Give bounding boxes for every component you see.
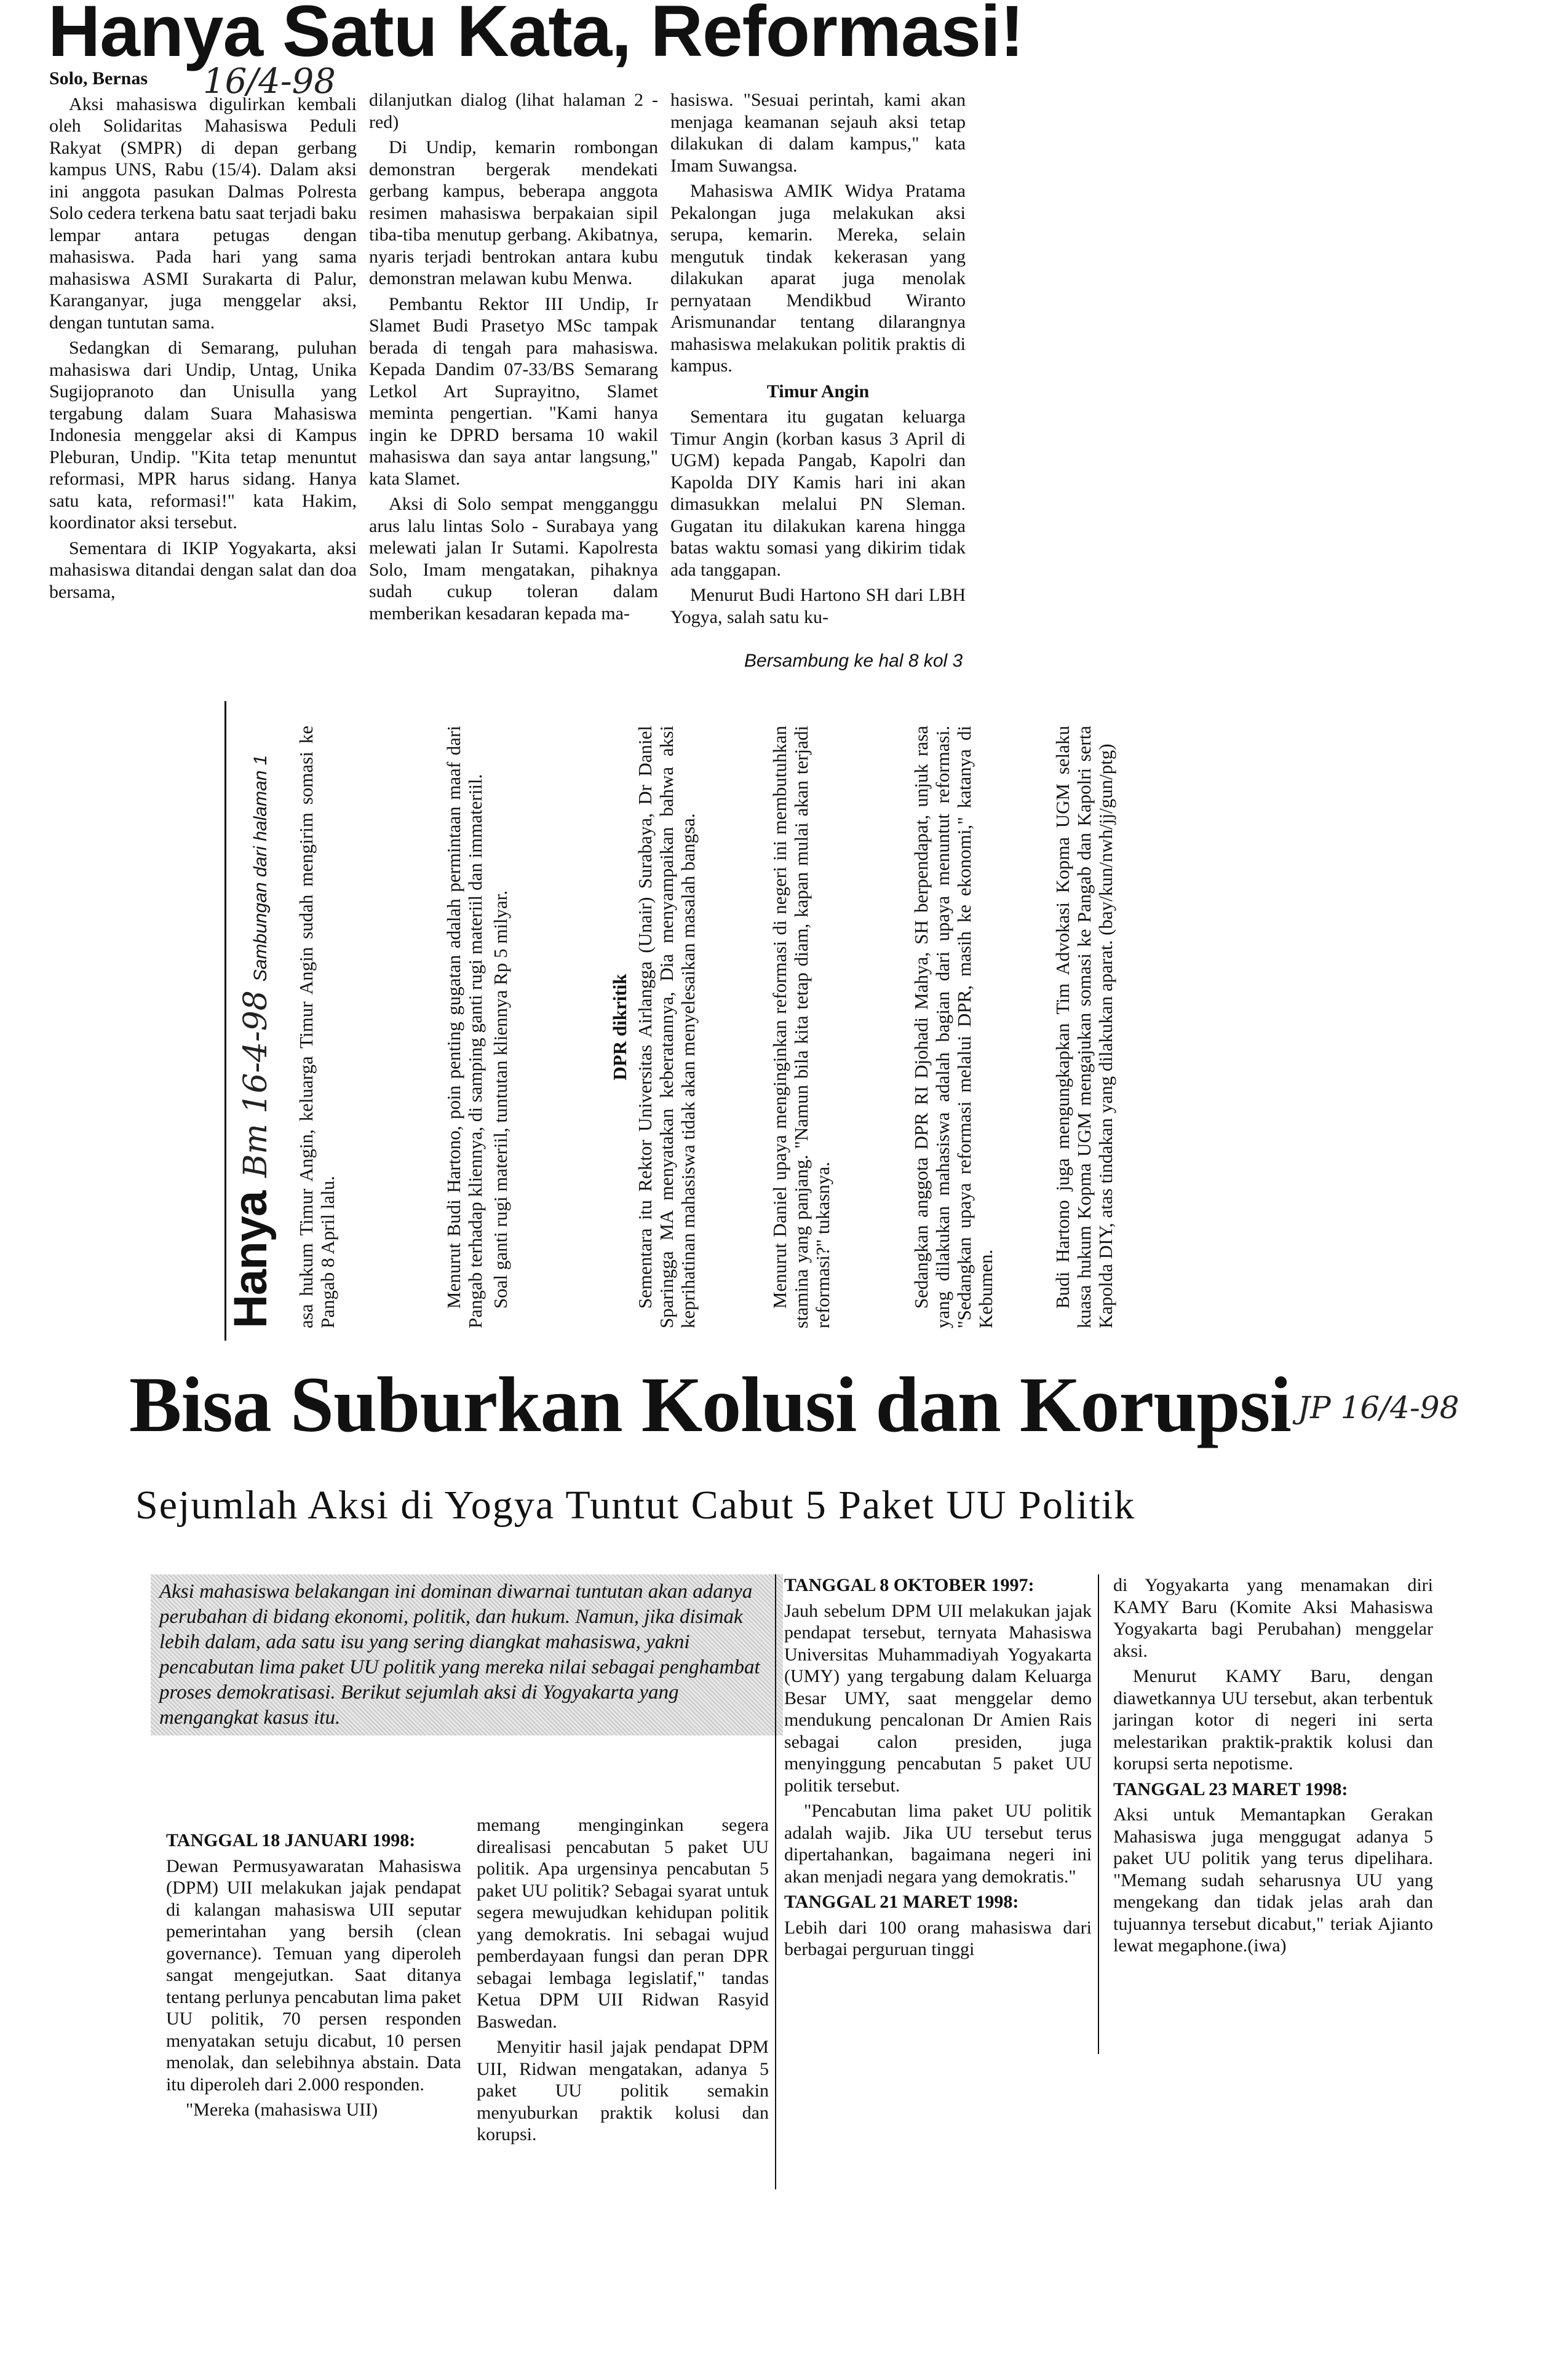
continuation-tag: Sambungan dari halaman 1 (250, 755, 271, 982)
paragraph: hasiswa. "Sesuai perintah, kami akan menjaga keamanan sejauh aksi tetap dilakukan di dalam kampus," kata Imam Suwangsa. (670, 90, 966, 176)
paragraph: Menurut Daniel upaya menginginkan reformasi di negeri ini membutuhkan stamina yang panjang. "Namun bila kita tetap diam, kapan mulai akan terjadi reformasi?" tukasnya. (769, 726, 833, 1328)
paragraph: Lebih dari 100 orang mahasiswa dari berbagai perguruan tinggi (784, 1917, 1092, 1959)
date-heading: TANGGAL 21 MARET 1998: (784, 1892, 1019, 1912)
paragraph: Menurut KAMY Baru, dengan diawetkannya UU tersebut, akan terbentuk jaringan kotor di negeri ini serta melestarikan praktik-praktik kolusi dan korupsi serta nepotisme. (1113, 1666, 1433, 1774)
paragraph: Soal ganti rugi materiil, tuntutan kliennya Rp 5 milyar. (490, 890, 511, 1309)
divider (775, 1574, 776, 2189)
subheading: Timur Angin (766, 381, 870, 402)
paragraph: di Yogyakarta yang menamakan diri KAMY Baru (Komite Aksi Mahasiswa Yogyakarta bagi Perubahan) menggelar aksi. (1113, 1575, 1433, 1661)
continuation-column-3 (609, 726, 702, 1328)
article1-column-3 (670, 89, 966, 632)
paragraph: Aksi mahasiswa digulirkan kembali oleh Solidaritas Mahasiswa Peduli Rakyat (SMPR) di depan gerbang kampus UNS, Rabu (15/4). Dalam aksi ini anggota pasukan Dalmas Polresta Solo cedera terkena batu saat terjadi baku lempar antara petugas dengan mahasiswa. Pada hari yang sama mahasiswa ASMI Surakarta di Palur, Karanganyar, juga menggelar aksi, dengan tuntutan sama. (49, 93, 357, 333)
date-heading: TANGGAL 8 OKTOBER 1997: (784, 1575, 1035, 1595)
continuation-rotated (224, 713, 1181, 1328)
article2-column-2 (477, 1814, 769, 2149)
paragraph: Jauh sebelum DPM UII melakukan jajak pendapat tersebut, ternyata Mahasiswa Universitas Muhammadiyah Yogyakarta (UMY) yang tergabung dalam Keluarga Besar UMY, saat menggelar demo mendukung pencalonan Dr Amien Rais sebagai calon presiden, juga menyinggung pencabutan 5 paket UU politik tersebut. (784, 1600, 1092, 1796)
paragraph: asa hukum Timur Angin, keluarga Timur Angin sudah mengirim somasi ke Pangab 8 April lalu. (295, 726, 338, 1328)
article2-intro: Aksi mahasiswa belakangan ini dominan diwarnai tuntutan akan adanya perubahan di bidang ekonomi, politik, dan hukum. Namun, jika disimak lebih dalam, ada satu isu yang sering diangkat mahasiswa, yakni pencabutan lima paket UU politik yang mereka nilai sebagai penghambat proses demokratisasi. Berikut sejumlah aksi di Yogyakarta yang mengangkat kasus itu. (151, 1574, 783, 1735)
paragraph: Di Undip, kemarin rombongan demonstran bergerak mendekati gerbang kampus, beberapa anggota resimen mahasiswa berpakaian sipil tiba-tiba menutup gerbang. Akibatnya, nyaris terjadi bentrokan antara kubu demonstran melawan kubu Menwa. (369, 137, 658, 288)
article1-headline: Hanya Satu Kata, Reformasi! (48, 0, 1024, 72)
paragraph: Menurut Budi Hartono, poin penting gugatan adalah permintaan maaf dari Pangab terhadap kliennya, di samping ganti rugi materiil dan immateriil. (443, 726, 486, 1328)
handwritten-note-2: JP 16/4-98 (1298, 1390, 1460, 1426)
paragraph: Sementara itu Rektor Universitas Airlangga (Unair) Surabaya, Dr Daniel Sparingga MA menyatakan keberatannya, Dia menyampaikan bahwa aksi keprihatinan mahasiswa tidak akan menyelesaikan masalah bangsa. (634, 726, 699, 1328)
handwritten-date: 16/4-98 (203, 61, 336, 101)
date-heading: TANGGAL 23 MARET 1998: (1113, 1779, 1348, 1799)
paragraph: Dewan Permusyawaratan Mahasiswa (DPM) UII melakukan jajak pendapat di kalangan mahasiswa UII seputar pemerintahan yang bersih (clean governance). Temuan yang diperoleh sangat mengejutkan. Saat ditanya tentang perlunya pencabutan lima paket UU politik, 70 persen responden menyatakan setuju dicabut, 10 persen menolak, dan selebihnya abstain. Data itu diperoleh dari 2.000 responden. (166, 1855, 461, 2095)
continuation-headline: Hanya (224, 1191, 277, 1328)
handwritten-note: Bm 16-4-98 (237, 990, 274, 1178)
continuation-column-5 (910, 726, 1000, 1328)
article1-column-1 (49, 68, 357, 606)
article2-column-4 (1113, 1574, 1433, 1961)
paragraph: Sedangkan anggota DPR RI Djohadi Mahya, SH berpendapat, unjuk rasa yang dilakukan mahasiswa adalah bagian dari upaya menuntut reformasi. "Sedangkan upaya reformasi melalui DPR, masih ke ekonomi," katanya di Kebumen. (910, 726, 996, 1328)
paragraph: memang menginginkan segera direalisasi pencabutan 5 paket UU politik. Apa urgensinya pencabutan 5 paket UU politik? Sebagai syarat untuk segera mewujudkan kehidupan politik yang demokratis. Ini sebagai wujud pemberdayaan fungsi dan peran DPR sebagai lembaga legislatif," tandas Ketua DPM UII Ridwan Rasyid Baswedan. (477, 1815, 769, 2032)
date-heading: TANGGAL 18 JANUARI 1998: (166, 1830, 416, 1850)
paragraph: Aksi untuk Memantapkan Gerakan Mahasiswa juga menggugat adanya 5 paket UU politik yang terus dipelihara. "Memang sudah seharusnya UU yang mengekang dan tidak jelas arah dan tujuannya tersebut dicabut," teriak Ajianto lewat megaphone.(iwa) (1113, 1804, 1433, 1956)
continued-note: Bersambung ke hal 8 kol 3 (744, 651, 963, 671)
paragraph: "Mereka (mahasiswa UII) (186, 2100, 378, 2120)
continuation-column-4 (769, 726, 837, 1328)
paragraph: Menurut Budi Hartono SH dari LBH Yogya, salah satu ku- (670, 585, 966, 627)
paragraph: Mahasiswa AMIK Widya Pratama Pekalongan juga melakukan aksi serupa, kemarin. Mereka, selain mengutuk tindak kekerasan yang dilakukan aparat juga menolak pernyataan Mendikbud Wiranto Arismunandar tentang dilarangnya mahasiswa melakukan politik praktis di kampus. (670, 181, 966, 376)
dateline: Solo, Bernas (49, 68, 148, 89)
paragraph: Budi Hartono juga mengungkapkan Tim Advokasi Kopma UGM selaku kuasa hukum Kopma UGM mengajukan somasi ke Pangab dan Kapolri serta Kapolda DIY, atas tindakan yang dilakukan aparat. (bay/kun/nwh/jj/gun/ptg) (1052, 726, 1116, 1328)
article1-column-2 (369, 89, 658, 628)
article2-subhead: Sejumlah Aksi di Yogya Tuntut Cabut 5 Paket UU Politik (135, 1483, 1136, 1528)
continuation-column-6 (1052, 726, 1120, 1328)
paragraph: Aksi di Solo sempat mengganggu arus lalu lintas Solo - Surabaya yang melewati jalan Ir Sutami. Kapolresta Solo, Imam mengatakan, pihaknya sudah cukup toleran dalam memberikan kesadaran kepada ma- (369, 494, 658, 624)
paragraph: Sementara di IKIP Yogyakarta, aksi mahasiswa ditandai dengan salat dan doa bersama, (49, 537, 357, 602)
subheading: DPR dikritik (609, 974, 630, 1081)
divider (1098, 1574, 1099, 2054)
paragraph: dilanjutkan dialog (lihat halaman 2 - red) (369, 90, 658, 132)
paragraph: Sementara itu gugatan keluarga Timur Angin (korban kasus 3 April di UGM) kepada Pangab, Kapolri dan Kapolda DIY Kamis hari ini akan dimasukkan melalui PN Sleman. Gugatan itu dilakukan karena hingga batas waktu somasi yang dikirim tidak ada tanggapan. (670, 407, 966, 580)
paragraph: Sedangkan di Semarang, puluhan mahasiswa dari Undip, Untag, Unika Sugijopranoto dan Unisulla yang tergabung dalam Suara Mahasiswa Indonesia menggelar aksi di Kampus Pleburan, Undip. "Kita tetap menuntut reformasi, MPR harus sidang. Hanya satu kata, reformasi!" kata Hakim, koordinator aksi tersebut. (49, 338, 357, 533)
article2-headline: Bisa Suburkan Kolusi dan Korupsi (129, 1361, 1291, 1448)
continuation-column-1 (295, 726, 342, 1328)
article2-column-1 (166, 1830, 461, 2125)
paragraph: "Pencabutan lima paket UU politik adalah wajib. Jika UU tersebut terus dipertahankan, bagaimana negeri ini akan menjadi negara yang demokratis." (784, 1801, 1092, 1887)
continuation-column-2 (443, 726, 515, 1328)
paragraph: Menyitir hasil jajak pendapat DPM UII, Ridwan mengatakan, adanya 5 paket UU politik semakin menyuburkan praktik kolusi dan korupsi. (477, 2037, 769, 2144)
paragraph: Pembantu Rektor III Undip, Ir Slamet Budi Prasetyo MSc tampak berada di tengah para mahasiswa. Kepada Dandim 07-33/BS Semarang Letkol Art Suprayitno, Slamet meminta pengertian. "Kami hanya ingin ke DPRD bersama 10 wakil mahasiswa dan saya antar langsung," kata Slamet. (369, 293, 658, 489)
article2-column-3 (784, 1574, 1092, 1964)
